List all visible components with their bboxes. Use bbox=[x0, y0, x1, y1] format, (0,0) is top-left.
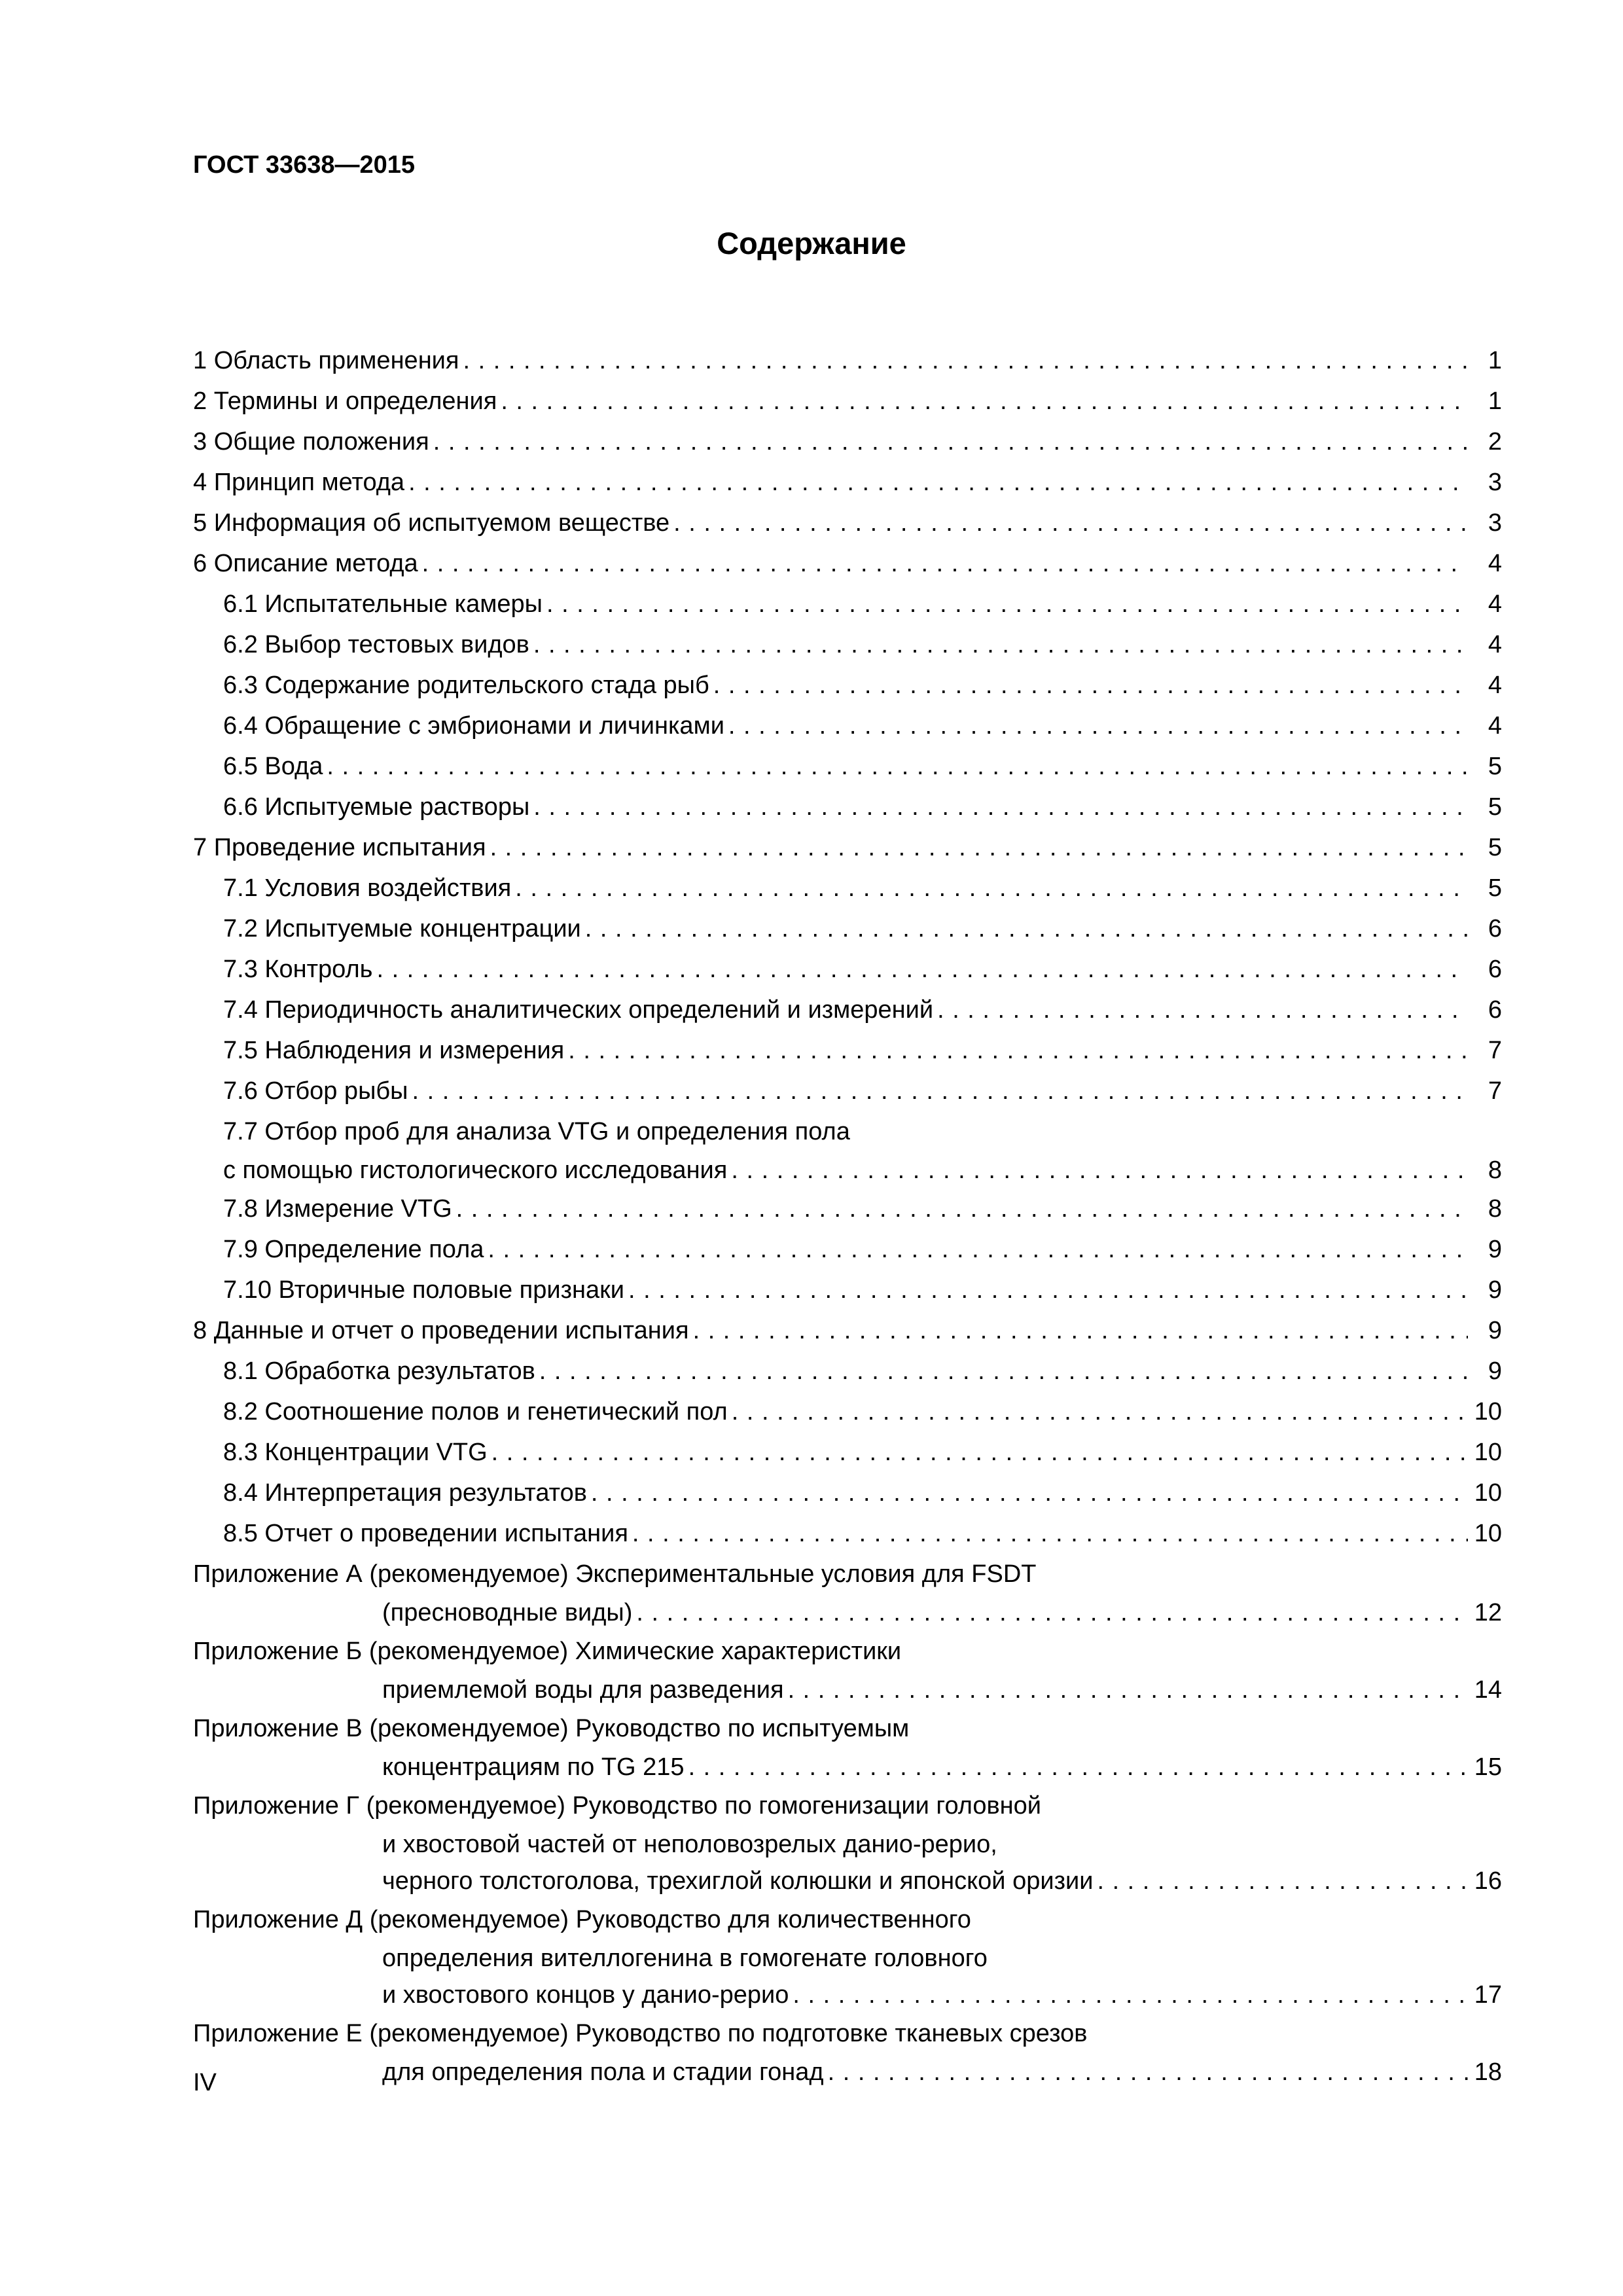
toc-page-number: 18 bbox=[1474, 2058, 1502, 2086]
toc-entry[interactable] bbox=[193, 1189, 1502, 1229]
toc-leader-dots bbox=[581, 908, 1468, 949]
toc-page-number: 9 bbox=[1488, 1236, 1502, 1263]
toc-entry[interactable] bbox=[193, 1351, 1502, 1391]
toc-entry[interactable] bbox=[193, 990, 1502, 1030]
toc-entry[interactable] bbox=[193, 624, 1502, 665]
toc-leader-dots bbox=[689, 1310, 1468, 1351]
toc-page-number: 10 bbox=[1474, 1439, 1502, 1466]
toc-entry[interactable] bbox=[193, 1229, 1502, 1270]
toc-page-number: 6 bbox=[1488, 956, 1502, 983]
toc-page-number: 10 bbox=[1474, 1520, 1502, 1547]
toc-entry-title: 7.8 Измерение VTG bbox=[223, 1195, 452, 1223]
toc-page-number: 7 bbox=[1488, 1037, 1502, 1064]
toc-leader-dots bbox=[789, 1977, 1468, 2013]
toc-entry-title: с помощью гистологического исследования bbox=[223, 1157, 728, 1184]
toc-page-number: 8 bbox=[1488, 1195, 1502, 1223]
toc-leader-dots bbox=[529, 787, 1468, 827]
toc-line bbox=[193, 1229, 1502, 1270]
toc-line bbox=[193, 827, 1502, 868]
toc-leader-dots bbox=[535, 1351, 1468, 1391]
toc-entry[interactable] bbox=[193, 1391, 1502, 1432]
toc-leader-dots bbox=[486, 827, 1468, 868]
toc-line bbox=[193, 1152, 1502, 1189]
toc-entry-title: 7.5 Наблюдения и измерения bbox=[223, 1037, 565, 1064]
toc-entry-title: приемлемой воды для разведения bbox=[382, 1676, 784, 1704]
toc-page-number: 6 bbox=[1488, 915, 1502, 942]
toc-page-number: 5 bbox=[1488, 834, 1502, 861]
toc-leader-dots bbox=[632, 1594, 1468, 1631]
toc-page-number: 14 bbox=[1474, 1676, 1502, 1704]
toc-entry[interactable] bbox=[193, 1473, 1502, 1513]
toc-line bbox=[193, 1708, 1502, 1749]
toc-line bbox=[193, 1899, 1502, 1940]
toc-line bbox=[193, 340, 1502, 381]
toc-line bbox=[193, 1672, 1502, 1708]
toc-leader-dots bbox=[784, 1672, 1468, 1708]
toc-entry-title: 6.5 Вода bbox=[223, 753, 323, 780]
toc-entry[interactable] bbox=[193, 665, 1502, 706]
toc-entry-title: 7.1 Условия воздействия bbox=[223, 874, 512, 902]
toc-entry-title: определения вителлогенина в гомогенате головного bbox=[382, 1945, 988, 1972]
toc-entry-title: 3 Общие положения bbox=[193, 428, 429, 456]
toc-page-number: 12 bbox=[1474, 1599, 1502, 1626]
toc-entry[interactable] bbox=[193, 584, 1502, 624]
toc-leader-dots bbox=[709, 665, 1468, 706]
toc-page-number: 5 bbox=[1488, 793, 1502, 821]
toc-leader-dots bbox=[669, 503, 1468, 543]
toc-entry-title: 8.1 Обработка результатов bbox=[223, 1357, 535, 1385]
toc-entry-title: 8.4 Интерпретация результатов bbox=[223, 1479, 587, 1507]
toc-entry-title: и хвостовой частей от неполовозрелых данио-рерио, bbox=[382, 1831, 997, 1858]
toc-page-number: 2 bbox=[1488, 428, 1502, 456]
toc-line bbox=[193, 624, 1502, 665]
toc-page-number: 4 bbox=[1488, 550, 1502, 577]
toc-leader-dots bbox=[543, 584, 1468, 624]
toc-line bbox=[193, 1826, 1502, 1863]
toc-leader-dots bbox=[727, 1152, 1468, 1189]
toc-entry[interactable] bbox=[193, 462, 1502, 503]
toc-entry-title: Приложение В (рекомендуемое) Руководство по испытуемым bbox=[193, 1715, 910, 1742]
toc-entry[interactable] bbox=[193, 503, 1502, 543]
toc-entry[interactable] bbox=[193, 908, 1502, 949]
toc-entry-title: 6.2 Выбор тестовых видов bbox=[223, 631, 529, 658]
toc-title: Содержание bbox=[717, 226, 906, 260]
toc-entry-title: 6.1 Испытательные камеры bbox=[223, 590, 543, 618]
toc-entry-title: 8.5 Отчет о проведении испытания bbox=[223, 1520, 628, 1547]
toc-entry-title: 7 Проведение испытания bbox=[193, 834, 486, 861]
toc-page-number: 5 bbox=[1488, 874, 1502, 902]
toc-page-number: 9 bbox=[1488, 1276, 1502, 1304]
toc-entry-title: (пресноводные виды) bbox=[382, 1599, 633, 1626]
toc-page-number: 7 bbox=[1488, 1077, 1502, 1105]
toc-leader-dots bbox=[452, 1189, 1468, 1229]
toc-entry[interactable] bbox=[193, 543, 1502, 584]
toc-page-number: 9 bbox=[1488, 1357, 1502, 1385]
toc-line bbox=[193, 381, 1502, 422]
toc-entry[interactable] bbox=[193, 868, 1502, 908]
toc-entry-title: 7.9 Определение пола bbox=[223, 1236, 484, 1263]
toc-entry-title: 6.6 Испытуемые растворы bbox=[223, 793, 530, 821]
toc-entry-title: Приложение Б (рекомендуемое) Химические характеристики bbox=[193, 1638, 902, 1665]
toc-line bbox=[193, 908, 1502, 949]
toc-entry[interactable] bbox=[193, 2013, 1502, 2090]
toc-line bbox=[193, 422, 1502, 462]
toc-line bbox=[193, 1432, 1502, 1473]
toc-entry-title: 6.4 Обращение с эмбрионами и личинками bbox=[223, 712, 724, 740]
toc-page-number: 10 bbox=[1474, 1479, 1502, 1507]
toc-leader-dots bbox=[1093, 1863, 1468, 1899]
toc-leader-dots bbox=[564, 1030, 1468, 1071]
toc-leader-dots bbox=[628, 1513, 1468, 1554]
toc-page-number: 4 bbox=[1488, 590, 1502, 618]
toc-entry-title: Приложение Е (рекомендуемое) Руководство по подготовке тканевых срезов bbox=[193, 2020, 1088, 2047]
toc-line bbox=[193, 1270, 1502, 1310]
toc-leader-dots bbox=[824, 2054, 1468, 2090]
toc-entry[interactable] bbox=[193, 340, 1502, 381]
toc-entry-title: 2 Термины и определения bbox=[193, 387, 497, 415]
toc-entry-title: 7.2 Испытуемые концентрации bbox=[223, 915, 581, 942]
toc-line bbox=[193, 706, 1502, 746]
toc-line bbox=[193, 1030, 1502, 1071]
toc-line bbox=[193, 1071, 1502, 1111]
toc-line bbox=[193, 1391, 1502, 1432]
toc-entry[interactable] bbox=[193, 1270, 1502, 1310]
toc-entry-title: 7.4 Периодичность аналитических определений и измерений bbox=[223, 996, 934, 1024]
toc-line bbox=[193, 1473, 1502, 1513]
toc-line bbox=[193, 665, 1502, 706]
toc-leader-dots bbox=[529, 624, 1468, 665]
toc-line bbox=[193, 1351, 1502, 1391]
toc-line bbox=[193, 1749, 1502, 1785]
toc-entry-title: 7.3 Контроль bbox=[223, 956, 373, 983]
toc-page-number: 3 bbox=[1488, 509, 1502, 537]
toc-entry[interactable] bbox=[193, 1708, 1502, 1785]
toc-entry-title: Приложение Д (рекомендуемое) Руководство для количественного bbox=[193, 1906, 971, 1933]
toc-page-number: 1 bbox=[1488, 387, 1502, 415]
toc-leader-dots bbox=[933, 990, 1468, 1030]
toc-entry-title: 7.6 Отбор рыбы bbox=[223, 1077, 408, 1105]
toc-entry[interactable] bbox=[193, 381, 1502, 422]
toc-entry[interactable] bbox=[193, 1432, 1502, 1473]
toc-entry[interactable] bbox=[193, 746, 1502, 787]
toc-line bbox=[193, 746, 1502, 787]
toc-page-number: 6 bbox=[1488, 996, 1502, 1024]
toc-leader-dots bbox=[587, 1473, 1468, 1513]
toc-line bbox=[193, 787, 1502, 827]
toc-entry-title: 6.3 Содержание родительского стада рыб bbox=[223, 672, 709, 699]
toc-page-number: 16 bbox=[1474, 1867, 1502, 1895]
toc-leader-dots bbox=[404, 462, 1468, 503]
toc-leader-dots bbox=[511, 868, 1468, 908]
toc-entry-title: и хвостового концов у данио-рерио bbox=[382, 1981, 789, 2009]
toc-page-number: 9 bbox=[1488, 1317, 1502, 1344]
toc-entry-title: для определения пола и стадии гонад bbox=[382, 2058, 824, 2086]
toc-entry[interactable] bbox=[193, 1554, 1502, 1631]
toc-entry-title: 7.10 Вторичные половые признаки bbox=[223, 1276, 624, 1304]
toc-entry-title: 7.7 Отбор проб для анализа VTG и определения пола bbox=[223, 1118, 850, 1145]
toc-line bbox=[193, 503, 1502, 543]
toc-line bbox=[193, 1310, 1502, 1351]
toc-page-number: 17 bbox=[1474, 1981, 1502, 2009]
toc-entry[interactable] bbox=[193, 949, 1502, 990]
toc-line bbox=[193, 584, 1502, 624]
toc-leader-dots bbox=[624, 1270, 1468, 1310]
toc-entry-title: 6 Описание метода bbox=[193, 550, 418, 577]
toc-leader-dots bbox=[429, 422, 1468, 462]
toc-entry[interactable] bbox=[193, 1631, 1502, 1708]
toc-line bbox=[193, 990, 1502, 1030]
toc-leader-dots bbox=[484, 1229, 1468, 1270]
toc-line bbox=[193, 462, 1502, 503]
toc-entry-title: Приложение А (рекомендуемое) Экспериментальные условия для FSDT bbox=[193, 1560, 1037, 1588]
toc-line bbox=[193, 1554, 1502, 1594]
document-code: ГОСТ 33638—2015 bbox=[193, 151, 416, 179]
toc-page-number: 1 bbox=[1488, 347, 1502, 374]
toc-entry[interactable] bbox=[193, 422, 1502, 462]
toc-line bbox=[193, 949, 1502, 990]
toc-line bbox=[193, 543, 1502, 584]
toc-line bbox=[193, 1940, 1502, 1977]
toc-line bbox=[193, 1513, 1502, 1554]
toc-page-number: 15 bbox=[1474, 1753, 1502, 1781]
toc-entry-title: концентрациям по TG 215 bbox=[382, 1753, 685, 1781]
toc-page-number: 10 bbox=[1474, 1398, 1502, 1426]
toc-leader-dots bbox=[724, 706, 1468, 746]
toc-leader-dots bbox=[728, 1391, 1468, 1432]
toc-leader-dots bbox=[408, 1071, 1468, 1111]
toc-entry[interactable] bbox=[193, 1030, 1502, 1071]
table-of-contents bbox=[193, 340, 1502, 2090]
toc-leader-dots bbox=[459, 340, 1468, 381]
toc-leader-dots bbox=[497, 381, 1468, 422]
toc-entry[interactable] bbox=[193, 1899, 1502, 2013]
toc-entry-title: 8.3 Концентрации VTG bbox=[223, 1439, 488, 1466]
toc-entry-title: Приложение Г (рекомендуемое) Руководство по гомогенизации головной bbox=[193, 1792, 1042, 1820]
toc-page-number: 4 bbox=[1488, 631, 1502, 658]
toc-line bbox=[193, 1111, 1502, 1152]
toc-line bbox=[193, 2054, 1502, 2090]
toc-entry-title: 8 Данные и отчет о проведении испытания bbox=[193, 1317, 689, 1344]
toc-page-number: 5 bbox=[1488, 753, 1502, 780]
toc-page-number: 4 bbox=[1488, 712, 1502, 740]
toc-entry-title: 4 Принцип метода bbox=[193, 469, 405, 496]
toc-entry[interactable] bbox=[193, 1111, 1502, 1189]
toc-line bbox=[193, 1785, 1502, 1826]
toc-entry[interactable] bbox=[193, 1071, 1502, 1111]
toc-line bbox=[193, 1594, 1502, 1631]
toc-leader-dots bbox=[488, 1432, 1468, 1473]
toc-leader-dots bbox=[418, 543, 1468, 584]
toc-line bbox=[193, 1863, 1502, 1899]
toc-line bbox=[193, 1189, 1502, 1229]
toc-entry[interactable] bbox=[193, 787, 1502, 827]
toc-leader-dots bbox=[685, 1749, 1468, 1785]
toc-entry[interactable] bbox=[193, 1785, 1502, 1899]
toc-page-number: 4 bbox=[1488, 672, 1502, 699]
toc-entry[interactable] bbox=[193, 1310, 1502, 1351]
toc-entry[interactable] bbox=[193, 827, 1502, 868]
toc-entry[interactable] bbox=[193, 706, 1502, 746]
toc-line bbox=[193, 1977, 1502, 2013]
page-number: IV bbox=[193, 2069, 217, 2096]
toc-page-number: 8 bbox=[1488, 1157, 1502, 1184]
toc-entry-title: 5 Информация об испытуемом веществе bbox=[193, 509, 670, 537]
toc-entry-title: 8.2 Соотношение полов и генетический пол bbox=[223, 1398, 728, 1426]
toc-page-number: 3 bbox=[1488, 469, 1502, 496]
toc-entry-title: 1 Область применения bbox=[193, 347, 459, 374]
toc-line bbox=[193, 868, 1502, 908]
toc-leader-dots bbox=[323, 746, 1468, 787]
toc-leader-dots bbox=[372, 949, 1468, 990]
toc-line bbox=[193, 2013, 1502, 2054]
toc-entry-title: черного толстоголова, трехиглой колюшки и японской оризии bbox=[382, 1867, 1094, 1895]
toc-line bbox=[193, 1631, 1502, 1672]
toc-entry[interactable] bbox=[193, 1513, 1502, 1554]
